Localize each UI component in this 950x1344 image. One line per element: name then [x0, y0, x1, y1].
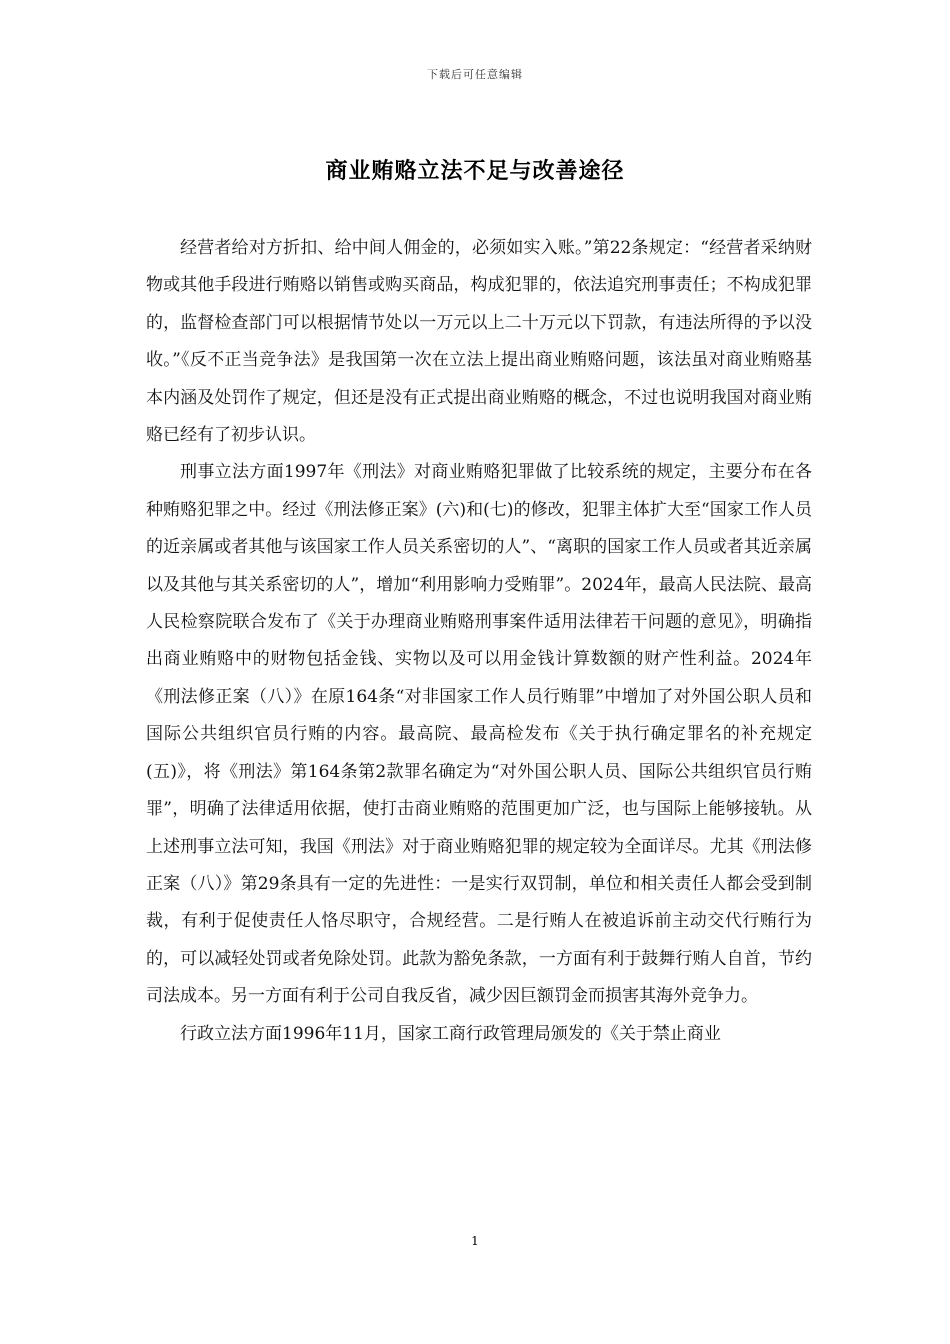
paragraph-3: 行政立法方面1996年11月，国家工商行政管理局颁发的《关于禁止商业: [180, 1023, 721, 1044]
document-title: 商业贿赂立法不足与改善途径: [325, 158, 625, 184]
header-note: 下载后可任意编辑: [427, 68, 523, 81]
paragraph-2: 刑事立法方面1997年《刑法》对商业贿赂犯罪做了比较系统的规定，主要分布在各种贿赂犯罪之中。经过《刑法修正案》(六)和(七)的修改，犯罪主体扩大至“国家工作人员的近亲属或者其他与该国家工作人员关系密切的人”、“离职的国家工作人员或者其近亲属以及其他与其关系密切的人”，增加“利用影响力受贿罪”。2024年，最高人民法院、最高人民检察院联合发布了《关于办理商业贿赂刑事案件适用法律若干问题的意见》，明确指出商业贿赂中的财物包括金钱、实物以及可以用金钱计算数额的财产性利益。2024年《刑法修正案（八）》在原164条“对非国家工作人员行贿罪”中增加了对外国公职人员和国际公共组织官员行贿的内容。最高院、最高检发布《关于执行确定罪名的补充规定(五)》，将《刑法》第164条第2款罪名确定为“对外国公职人员、国际公共组织官员行贿罪”，明确了法律适用依据，使打击商业贿赂的范围更加广泛，也与国际上能够接轨。从上述刑事立法可知，我国《刑法》对于商业贿赂犯罪的规定较为全面详尽。尤其《刑法修正案（八）》第29条具有一定的先进性：一是实行双罚制，单位和相关责任人都会受到制裁，有利于促使责任人恪尽职守，合规经营。二是行贿人在被追诉前主动交代行贿行为的，可以减轻处罚或者免除处罚。此款为豁免条款，一方面有利于鼓舞行贿人自首，节约司法成本。另一方面有利于公司自我反省，减少因巨额罚金而损害其海外竞争力。: [146, 462, 812, 1007]
page-number: 1: [471, 1234, 479, 1248]
document-body: [146, 230, 812, 1053]
paragraph-1: 经营者给对方折扣、给中间人佣金的，必须如实入账。”第22条规定：“经营者采纳财物或其他手段进行贿赂以销售或购买商品，构成犯罪的，依法追究刑事责任；不构成犯罪的，监督检查部门可以根据情节处以一万元以上二十万元以下罚款，有违法所得的予以没收。”《反不正当竞争法》是我国第一次在立法上提出商业贿赂问题，该法虽对商业贿赂基本内涵及处罚作了规定，但还是没有正式提出商业贿赂的概念，不过也说明我国对商业贿赂已经有了初步认识。: [146, 238, 812, 446]
